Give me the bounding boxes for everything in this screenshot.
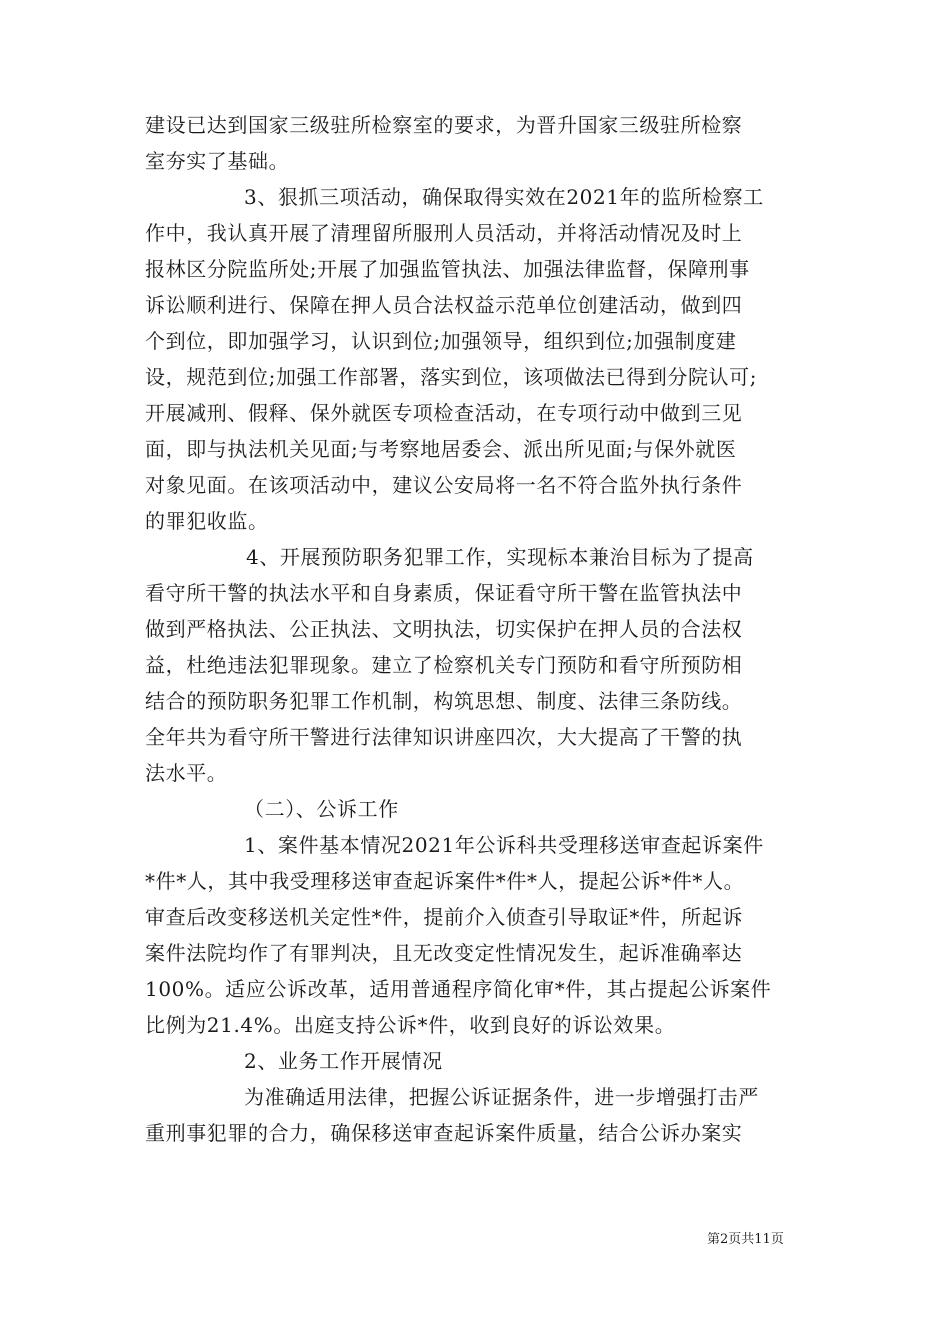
text-line: 益，杜绝违法犯罪现象。建立了检察机关专门预防和看守所预防相 xyxy=(145,653,743,677)
text-line: 案件法院均作了有罪判决，且无改变定性情况发生，起诉准确率达 xyxy=(145,941,743,965)
text-line: 做到严格执法、公正执法、文明执法，切实保护在押人员的合法权 xyxy=(145,617,743,641)
text-line: 全年共为看守所干警进行法律知识讲座四次，大大提高了干警的执 xyxy=(145,725,743,749)
text-line: 4、开展预防职务犯罪工作，实现标本兼治目标为了提高 xyxy=(246,545,754,569)
page-number: 第2页共11页 xyxy=(707,1232,784,1247)
text-line: 比例为21.4%。出庭支持公诉*件，收到良好的诉讼效果。 xyxy=(145,1013,676,1037)
section-heading: （二）、公诉工作 xyxy=(244,797,399,821)
text-line: 个到位，即加强学习，认识到位;加强领导，组织到位;加强制度建 xyxy=(145,329,737,353)
text-line: 面，即与执法机关见面;与考察地居委会、派出所见面;与保外就医 xyxy=(145,437,737,461)
text-line: 3、狠抓三项活动，确保取得实效在2021年的监所检察工 xyxy=(244,185,764,209)
text-line: 诉讼顺利进行、保障在押人员合法权益示范单位创建活动，做到四 xyxy=(145,293,743,317)
text-line: 开展减刑、假释、保外就医专项检查活动，在专项行动中做到三见 xyxy=(145,401,743,425)
text-line: 设，规范到位;加强工作部署，落实到位，该项做法已得到分院认可; xyxy=(145,365,758,389)
text-line: 建设已达到国家三级驻所检察室的要求，为晋升国家三级驻所检察 xyxy=(145,113,743,137)
text-line: 法水平。 xyxy=(145,761,228,785)
text-line: 审查后改变移送机关定性*件，提前介入侦查引导取证*件，所起诉 xyxy=(145,905,743,929)
text-line: 报林区分院监所处;开展了加强监管执法、加强法律监督，保障刑事 xyxy=(145,257,750,281)
text-line: *件*人，其中我受理移送审查起诉案件*件*人，提起公诉*件*人。 xyxy=(145,869,745,893)
subsection-heading: 2、业务工作开展情况 xyxy=(244,1049,443,1073)
text-line: 1、案件基本情况2021年公诉科共受理移送审查起诉案件 xyxy=(244,833,764,857)
text-line: 看守所干警的执法水平和自身素质，保证看守所干警在监管执法中 xyxy=(145,581,743,605)
text-line: 重刑事犯罪的合力，确保移送审查起诉案件质量，结合公诉办案实 xyxy=(145,1121,743,1145)
text-line: 结合的预防职务犯罪工作机制，构筑思想、制度、法律三条防线。 xyxy=(145,689,743,713)
text-line: 为准确适用法律，把握公诉证据条件，进一步增强打击严 xyxy=(244,1085,759,1109)
text-line: 作中，我认真开展了清理留所服刑人员活动，并将活动情况及时上 xyxy=(145,221,743,245)
text-line: 的罪犯收监。 xyxy=(145,509,269,533)
text-line: 室夯实了基础。 xyxy=(145,149,290,173)
text-line: 100%。适应公诉改革，适用普通程序简化审*件，其占提起公诉案件 xyxy=(145,977,772,1001)
text-line: 对象见面。在该项活动中，建议公安局将一名不符合监外执行条件 xyxy=(145,473,743,497)
